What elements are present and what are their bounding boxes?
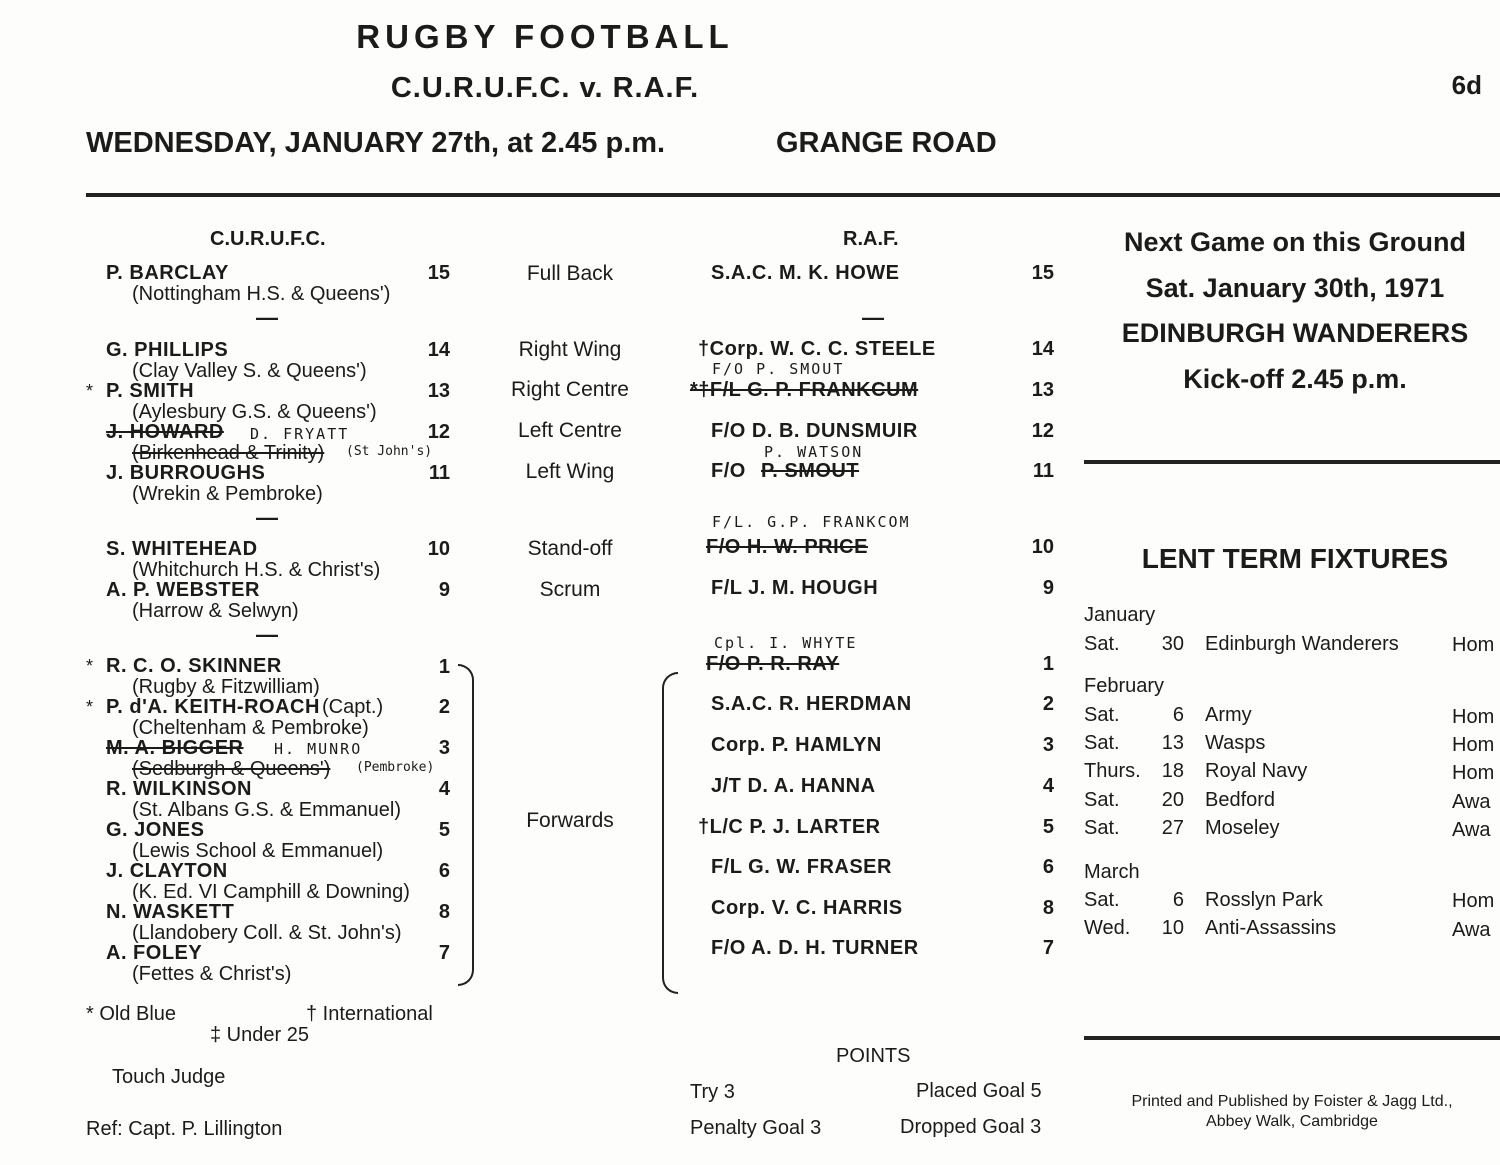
home-player-name: J. BURROUGHS bbox=[106, 462, 266, 484]
away-player-name: J/T D. A. HANNA bbox=[711, 775, 876, 797]
section-divider: — bbox=[256, 305, 278, 330]
touch-judge-label: Touch Judge bbox=[112, 1066, 226, 1088]
fixture-day: Sat. bbox=[1084, 817, 1120, 839]
home-player-name: P. d'A. KEITH-ROACH bbox=[106, 696, 320, 718]
away-player-number: 4 bbox=[1042, 775, 1054, 797]
away-player-name: Corp. V. C. HARRIS bbox=[711, 897, 903, 919]
fixture-venue: Awa bbox=[1452, 819, 1491, 841]
referee-label: Ref: Capt. P. Lillington bbox=[86, 1118, 283, 1140]
legend-under-25: ‡ Under 25 bbox=[210, 1024, 309, 1046]
home-player-number: 10 bbox=[427, 538, 450, 560]
fixture-date: 30 bbox=[1161, 633, 1184, 655]
fixture-date: 27 bbox=[1161, 817, 1184, 839]
handwritten-club: (St John's) bbox=[346, 444, 433, 459]
fixture-day: Wed. bbox=[1084, 917, 1131, 939]
points-heading: POINTS bbox=[836, 1045, 911, 1067]
handwritten-club: (Pembroke) bbox=[356, 760, 435, 775]
home-player-number: 1 bbox=[438, 656, 450, 678]
programme-title: RUGBY FOOTBALL bbox=[356, 18, 734, 55]
away-player-number: 2 bbox=[1042, 693, 1054, 715]
fixture-day: Sat. bbox=[1084, 889, 1120, 911]
fixture-opponent: Wasps bbox=[1205, 732, 1266, 754]
fixture-venue: Hom bbox=[1452, 734, 1495, 756]
home-player-name-struck: M. A. BIGGER bbox=[106, 737, 244, 759]
away-player-number: 11 bbox=[1032, 460, 1054, 482]
fixture-opponent: Bedford bbox=[1205, 789, 1276, 811]
points-penalty-goal: Penalty Goal 3 bbox=[690, 1117, 822, 1139]
home-player-number: 11 bbox=[428, 462, 450, 484]
home-player-number: 3 bbox=[438, 737, 450, 759]
away-player-name: F/L J. M. HOUGH bbox=[711, 577, 879, 599]
away-player-name-struck: F/O P. R. RAY bbox=[706, 653, 840, 675]
legend-international: † International bbox=[306, 1003, 433, 1025]
printer-line-1: Printed and Published by Foister & Jagg Ltd., bbox=[1131, 1093, 1453, 1110]
next-game-opponent: EDINBURGH WANDERERS bbox=[1121, 318, 1469, 348]
away-player-name: F/L G. W. FRASER bbox=[711, 856, 892, 878]
section-divider: — bbox=[256, 622, 278, 647]
old-blue-marker: * bbox=[86, 697, 94, 717]
handwritten-substitute: F/L. G.P. FRANKCOM bbox=[712, 513, 911, 531]
fixture-opponent: Royal Navy bbox=[1205, 760, 1308, 782]
points-try: Try 3 bbox=[690, 1081, 735, 1103]
away-player-number: 10 bbox=[1031, 536, 1054, 558]
away-player-name-struck: P. SMOUT bbox=[761, 460, 860, 482]
position-label: Scrum bbox=[539, 578, 601, 601]
next-game-date: Sat. January 30th, 1971 bbox=[1145, 273, 1445, 303]
printer-line-2: Abbey Walk, Cambridge bbox=[1206, 1113, 1378, 1130]
points-placed-goal: Placed Goal 5 bbox=[916, 1080, 1042, 1102]
away-player-number: 5 bbox=[1042, 816, 1054, 838]
next-game-kickoff: Kick-off 2.45 p.m. bbox=[1183, 364, 1407, 394]
old-blue-marker: * bbox=[86, 381, 94, 401]
fixtures-month: January bbox=[1084, 604, 1156, 626]
away-player-name: †Corp. W. C. C. STEELE bbox=[698, 338, 936, 360]
fixture-day: Thurs. bbox=[1084, 760, 1141, 782]
home-player-name: G. PHILLIPS bbox=[106, 339, 229, 361]
home-player-club: (Wrekin & Pembroke) bbox=[132, 483, 323, 505]
home-player-number: 12 bbox=[427, 421, 450, 443]
away-player-number: 6 bbox=[1042, 856, 1054, 878]
fixture-day: Sat. bbox=[1084, 633, 1120, 655]
fixture-day: Sat. bbox=[1084, 732, 1120, 754]
fixture-opponent: Army bbox=[1205, 704, 1252, 726]
match-date: WEDNESDAY, JANUARY 27th, at 2.45 p.m. bbox=[86, 127, 666, 159]
away-player-name: S.A.C. M. K. HOWE bbox=[711, 262, 900, 284]
home-player-name: G. JONES bbox=[106, 819, 205, 841]
handwritten-substitute: P. WATSON bbox=[764, 443, 864, 461]
fixture-venue: Hom bbox=[1452, 634, 1495, 656]
fixture-date: 13 bbox=[1161, 732, 1184, 754]
match-title: C.U.R.U.F.C. v. R.A.F. bbox=[390, 72, 700, 104]
handwritten-substitute: H. MUNRO bbox=[274, 740, 363, 758]
position-label: Left Wing bbox=[525, 460, 615, 483]
away-player-number: 14 bbox=[1031, 338, 1054, 360]
fixture-day: Sat. bbox=[1084, 704, 1120, 726]
home-player-number: 6 bbox=[438, 860, 450, 882]
away-player-number: 7 bbox=[1042, 937, 1054, 959]
away-player-name: F/O D. B. DUNSMUIR bbox=[711, 420, 918, 442]
home-player-number: 5 bbox=[438, 819, 450, 841]
home-player-number: 2 bbox=[438, 696, 450, 718]
home-player-club: (Rugby & Fitzwilliam) bbox=[132, 676, 320, 698]
home-player-club: (St. Albans G.S. & Emmanuel) bbox=[132, 799, 401, 821]
home-player-name: R. C. O. SKINNER bbox=[106, 655, 282, 677]
away-player-name-struck: F/O H. W. PRICE bbox=[706, 536, 868, 558]
position-label: Full Back bbox=[526, 262, 614, 285]
fixture-date: 10 bbox=[1161, 917, 1184, 939]
fixture-opponent: Rosslyn Park bbox=[1205, 889, 1323, 911]
header-divider bbox=[86, 193, 1500, 197]
fixtures-divider bbox=[1084, 1036, 1500, 1040]
next-game-divider bbox=[1084, 460, 1500, 464]
old-blue-marker: * bbox=[86, 656, 94, 676]
home-player-club-struck: (Sedburgh & Queens') bbox=[132, 758, 331, 780]
home-player-name: A. P. WEBSTER bbox=[106, 579, 260, 601]
home-player-club: (Clay Valley S. & Queens') bbox=[132, 360, 367, 382]
away-player-number: 3 bbox=[1042, 734, 1054, 756]
home-player-club: (Harrow & Selwyn) bbox=[132, 600, 299, 622]
fixture-venue: Hom bbox=[1452, 762, 1495, 784]
home-player-name: R. WILKINSON bbox=[106, 778, 252, 800]
handwritten-substitute: Cpl. I. WHYTE bbox=[714, 634, 858, 652]
home-player-number: 9 bbox=[438, 579, 450, 601]
away-player-number: 8 bbox=[1042, 897, 1054, 919]
home-player-name: S. WHITEHEAD bbox=[106, 538, 258, 560]
home-player-club: (Fettes & Christ's) bbox=[132, 963, 292, 985]
fixture-venue: Awa bbox=[1452, 791, 1491, 813]
captain-label: (Capt.) bbox=[322, 696, 384, 718]
position-label: Forwards bbox=[526, 809, 614, 832]
away-player-number: 13 bbox=[1031, 379, 1054, 401]
away-player-name-struck: *†F/L G. P. FRANKCUM bbox=[690, 379, 919, 401]
away-player-rank: F/O bbox=[711, 460, 746, 482]
home-player-club: (Llandobery Coll. & St. John's) bbox=[132, 922, 402, 944]
home-player-number: 14 bbox=[427, 339, 450, 361]
price-label: 6d bbox=[1451, 70, 1482, 100]
away-player-number: 1 bbox=[1042, 653, 1054, 675]
away-player-name: †L/C P. J. LARTER bbox=[698, 816, 881, 838]
away-player-name: F/O A. D. H. TURNER bbox=[711, 937, 919, 959]
away-player-number: 12 bbox=[1031, 420, 1054, 442]
home-player-club-struck: (Birkenhead & Trinity) bbox=[132, 442, 325, 464]
home-player-number: 8 bbox=[438, 901, 450, 923]
position-label: Stand-off bbox=[527, 537, 613, 560]
away-player-number: 15 bbox=[1031, 262, 1054, 284]
away-player-name: S.A.C. R. HERDMAN bbox=[711, 693, 912, 715]
away-forwards-brace bbox=[662, 672, 678, 994]
fixture-date: 18 bbox=[1161, 760, 1184, 782]
fixtures-heading: LENT TERM FIXTURES bbox=[1141, 543, 1449, 574]
away-team-heading: R.A.F. bbox=[843, 228, 899, 250]
position-label: Right Centre bbox=[511, 378, 629, 401]
handwritten-substitute: D. FRYATT bbox=[250, 425, 350, 443]
home-player-name: N. WASKETT bbox=[106, 901, 235, 923]
match-venue: GRANGE ROAD bbox=[776, 127, 997, 159]
fixture-venue: Awa bbox=[1452, 919, 1491, 941]
home-player-name: P. BARCLAY bbox=[106, 262, 229, 284]
fixtures-month: February bbox=[1084, 675, 1165, 697]
home-player-club: (Lewis School & Emmanuel) bbox=[132, 840, 384, 862]
home-team-heading: C.U.R.U.F.C. bbox=[210, 228, 326, 250]
home-player-name-struck: J. HOWARD bbox=[106, 421, 224, 443]
points-dropped-goal: Dropped Goal 3 bbox=[900, 1116, 1042, 1138]
home-player-club: (Whitchurch H.S. & Christ's) bbox=[132, 559, 381, 581]
fixture-venue: Hom bbox=[1452, 890, 1495, 912]
home-player-name: J. CLAYTON bbox=[106, 860, 228, 882]
fixture-date: 6 bbox=[1172, 889, 1184, 911]
fixture-date: 20 bbox=[1161, 789, 1184, 811]
fixture-opponent: Moseley bbox=[1205, 817, 1280, 839]
home-player-club: (Nottingham H.S. & Queens') bbox=[132, 283, 391, 305]
handwritten-substitute: F/O P. SMOUT bbox=[712, 360, 845, 378]
fixture-venue: Hom bbox=[1452, 706, 1495, 728]
home-player-number: 13 bbox=[427, 380, 450, 402]
home-player-name: A. FOLEY bbox=[106, 942, 203, 964]
home-player-number: 4 bbox=[438, 778, 450, 800]
section-divider: — bbox=[256, 505, 278, 530]
home-player-club: (Aylesbury G.S. & Queens') bbox=[132, 401, 377, 423]
home-player-name: P. SMITH bbox=[106, 380, 195, 402]
away-player-number: 9 bbox=[1042, 577, 1054, 599]
fixtures-month: March bbox=[1084, 861, 1140, 883]
away-player-name: Corp. P. HAMLYN bbox=[711, 734, 882, 756]
next-game-heading: Next Game on this Ground bbox=[1123, 227, 1467, 257]
fixture-opponent: Anti-Assassins bbox=[1205, 917, 1337, 939]
fixture-date: 6 bbox=[1172, 704, 1184, 726]
home-player-club: (Cheltenham & Pembroke) bbox=[132, 717, 369, 739]
fixture-day: Sat. bbox=[1084, 789, 1120, 811]
fixture-opponent: Edinburgh Wanderers bbox=[1205, 633, 1399, 655]
position-label: Left Centre bbox=[518, 419, 622, 442]
home-player-number: 15 bbox=[427, 262, 450, 284]
home-player-number: 7 bbox=[438, 942, 450, 964]
position-label: Right Wing bbox=[518, 338, 622, 361]
section-divider: — bbox=[862, 305, 884, 330]
legend-old-blue: * Old Blue bbox=[86, 1003, 177, 1025]
home-player-club: (K. Ed. VI Camphill & Downing) bbox=[132, 881, 410, 903]
